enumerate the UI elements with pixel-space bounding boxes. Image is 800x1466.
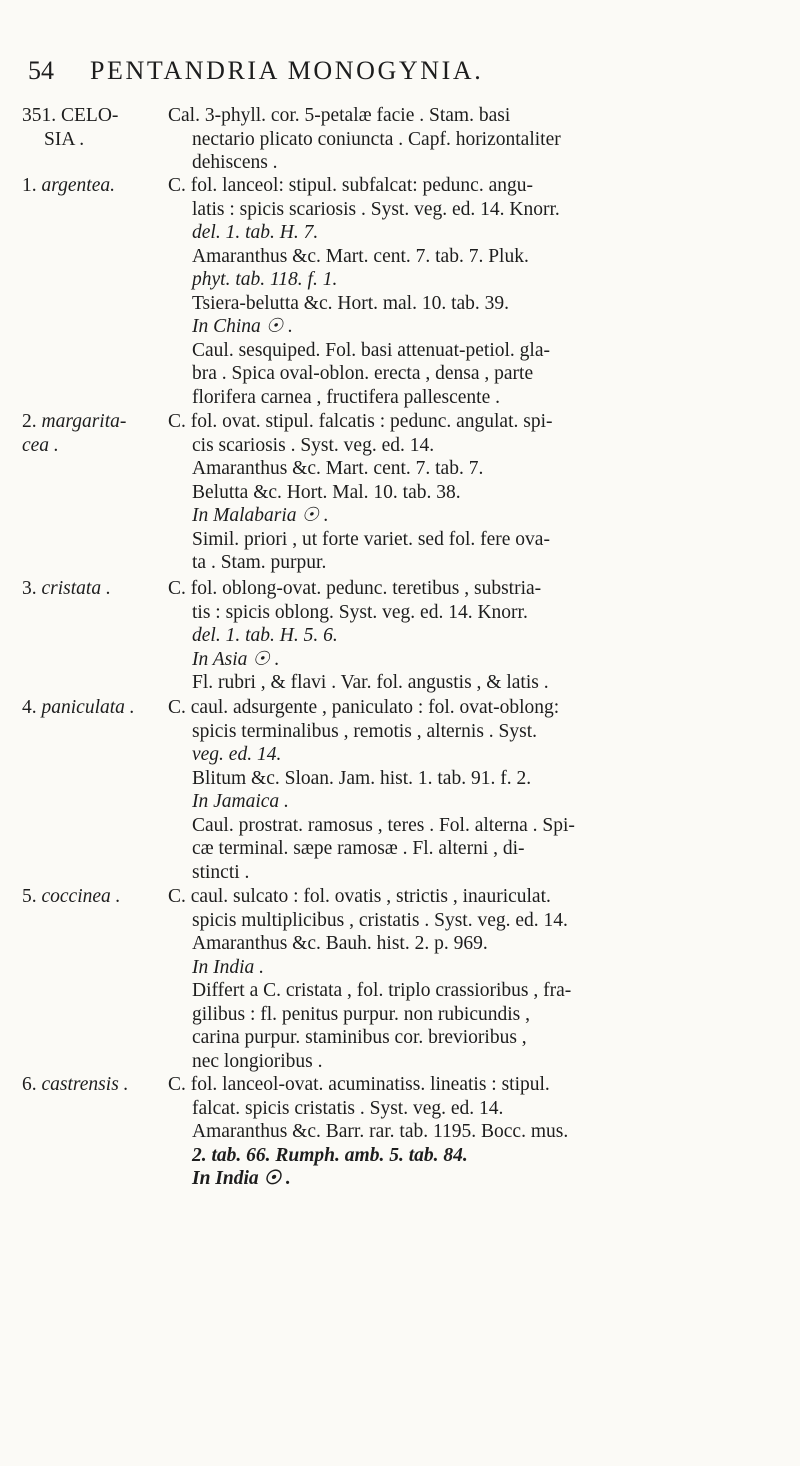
species-name: margarita- (41, 411, 127, 432)
text-line: spicis multiplicibus , cristatis . Syst. veg. ed. 14. (192, 909, 568, 931)
species-description (168, 1073, 778, 1191)
text-line: florifera carnea , fructifera pallescente . (192, 386, 501, 408)
genus-label-line: SIA . (44, 129, 85, 150)
text-line: In India . (192, 956, 265, 978)
text-line: phyt. tab. 118. f. 1. (192, 269, 338, 290)
species-number: 6. (22, 1074, 37, 1095)
text-line: In India ☉ . (192, 1168, 291, 1189)
species-number: 1. (22, 175, 37, 196)
genus-label (22, 104, 150, 152)
text-line: C. caul. sulcato : fol. ovatis , strictis , inauriculat. (168, 886, 551, 907)
text-line: Differt a C. cristata , fol. triplo crassioribus , fra- (192, 980, 572, 1001)
text-line: tis : spicis oblong. Syst. veg. ed. 14. Knorr. (192, 601, 528, 623)
species-label (22, 410, 150, 458)
text-line: C. fol. oblong-ovat. pedunc. teretibus , substria- (168, 578, 542, 599)
text-line: Amaranthus &c. Mart. cent. 7. tab. 7. (192, 458, 484, 479)
species-description (168, 696, 778, 884)
text-line: C. fol. lanceol-ovat. acuminatiss. lineatis : stipul. (168, 1074, 550, 1095)
text-line: Tsiera-belutta &c. Hort. mal. 10. tab. 39. (192, 292, 510, 314)
text-line: carina purpur. staminibus cor. brevioribus , (192, 1027, 527, 1048)
species-description (168, 885, 778, 1073)
genus-description (168, 104, 778, 175)
species-description (168, 577, 778, 695)
text-line: Caul. sesquiped. Fol. basi attenuat-petiol. gla- (192, 339, 550, 361)
species-label (22, 577, 150, 601)
species-label (22, 885, 150, 909)
species-name-continued: cea . (22, 435, 59, 456)
text-line: nectario plicato coniuncta . Capf. horizontaliter (192, 128, 561, 150)
text-line: Cal. 3-phyll. cor. 5-petalæ facie . Stam. basi (168, 105, 511, 126)
text-line: C. caul. adsurgente , paniculato : fol. ovat-oblong: (168, 697, 560, 718)
text-line: In China ☉ . (192, 316, 293, 337)
species-description (168, 174, 778, 409)
species-number: 2. (22, 411, 37, 432)
text-line: In Jamaica . (192, 791, 289, 812)
text-line: C. fol. ovat. stipul. falcatis : pedunc. angulat. spi- (168, 411, 553, 432)
text-line: del. 1. tab. H. 7. (192, 222, 319, 243)
species-name: argentea. (41, 175, 115, 196)
running-title: PENTANDRIA MONOGYNIA. (90, 56, 484, 85)
text-line: ta . Stam. purpur. (192, 552, 327, 573)
text-line: Caul. prostrat. ramosus , teres . Fol. alterna . Spi- (192, 814, 575, 836)
running-header (28, 56, 778, 96)
text-line: C. fol. lanceol: stipul. subfalcat: pedunc. angu- (168, 175, 533, 196)
text-line: Simil. priori , ut forte variet. sed fol. fere ova- (192, 528, 550, 550)
text-line: In Asia ☉ . (192, 648, 280, 670)
text-line: Amaranthus &c. Bauh. hist. 2. p. 969. (192, 933, 488, 954)
page-number: 54 (28, 56, 54, 85)
text-line: spicis terminalibus , remotis , alternis . Syst. (192, 720, 538, 742)
text-line: Fl. rubri , & flavi . Var. fol. angustis , & latis . (192, 672, 549, 693)
species-name: paniculata . (41, 697, 135, 718)
species-number: 3. (22, 578, 37, 599)
text-line: In Malabaria ☉ . (192, 505, 329, 526)
species-name: castrensis . (41, 1074, 129, 1095)
text-line: del. 1. tab. H. 5. 6. (192, 625, 338, 646)
text-line: veg. ed. 14. (192, 744, 282, 765)
species-number: 5. (22, 886, 37, 907)
species-number: 4. (22, 697, 37, 718)
text-line: 2. tab. 66. Rumph. amb. 5. tab. 84. (192, 1144, 468, 1166)
text-line: stincti . (192, 861, 250, 883)
genus-label-line: 351. CELO- (22, 105, 119, 126)
text-line: cis scariosis . Syst. veg. ed. 14. (192, 434, 435, 456)
text-line: Amaranthus &c. Barr. rar. tab. 1195. Bocc. mus. (192, 1121, 569, 1142)
text-line: Blitum &c. Sloan. Jam. hist. 1. tab. 91. f. 2. (192, 767, 532, 789)
text-line: Amaranthus &c. Mart. cent. 7. tab. 7. Pluk. (192, 245, 529, 267)
species-name: coccinea . (41, 886, 121, 907)
species-name: cristata . (41, 578, 111, 599)
text-line: gilibus : fl. penitus purpur. non rubicundis , (192, 1003, 530, 1025)
species-description (168, 410, 778, 575)
text-line: cæ terminal. sæpe ramosæ . Fl. alterni , di- (192, 838, 525, 859)
text-line: nec longioribus . (192, 1050, 323, 1072)
species-label (22, 1073, 150, 1097)
text-line: dehiscens . (192, 152, 278, 173)
text-line: bra . Spica oval-oblon. erecta , densa , parte (192, 363, 534, 384)
text-line: latis : spicis scariosis . Syst. veg. ed. 14. Knorr. (192, 198, 560, 220)
text-line: Belutta &c. Hort. Mal. 10. tab. 38. (192, 481, 461, 503)
species-label (22, 174, 150, 198)
text-line: falcat. spicis cristatis . Syst. veg. ed. 14. (192, 1097, 504, 1119)
species-label (22, 696, 150, 720)
